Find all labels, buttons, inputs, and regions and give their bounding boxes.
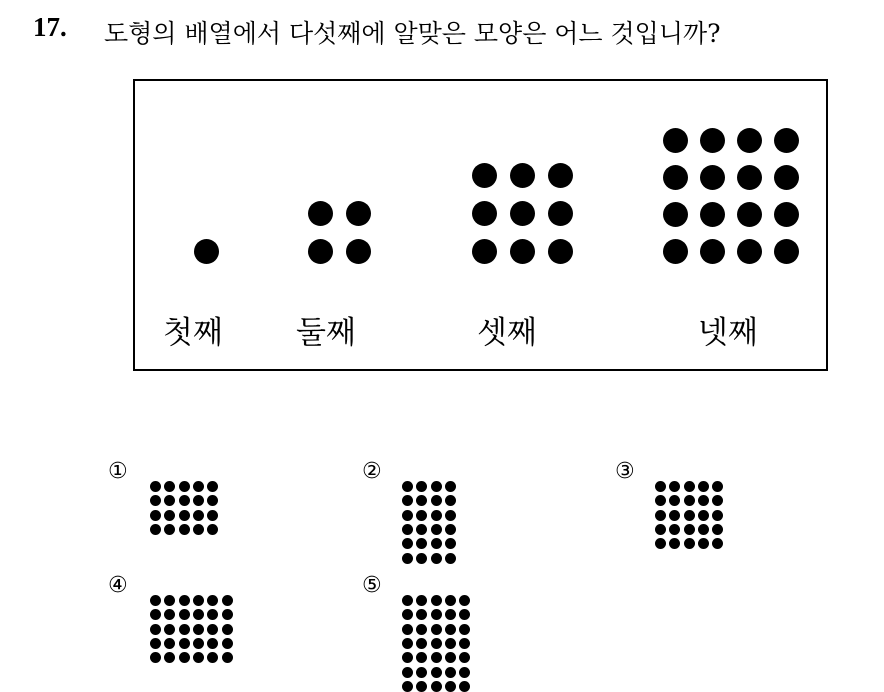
sequence-4-dot: [663, 202, 688, 227]
option-2-dot: [445, 538, 456, 549]
option-2-dot: [402, 538, 413, 549]
option-2-dot: [431, 524, 442, 535]
option-2-dot: [416, 495, 427, 506]
sequence-1-dot: [194, 239, 219, 264]
option-2-dot: [431, 553, 442, 564]
option-4-dot: [222, 624, 233, 635]
option-4-dot: [179, 624, 190, 635]
option-3-dot: [698, 538, 709, 549]
option-2-dot: [402, 481, 413, 492]
option-2-dot: [431, 538, 442, 549]
option-1-marker[interactable]: ①: [108, 459, 128, 484]
option-3-dot: [655, 538, 666, 549]
option-2-dot: [402, 495, 413, 506]
sequence-4-dot: [663, 239, 688, 264]
sequence-4-dot: [774, 202, 799, 227]
option-4-dot: [150, 638, 161, 649]
option-5-dot: [431, 667, 442, 678]
option-4-dot: [193, 624, 204, 635]
option-2-figure[interactable]: [402, 481, 456, 564]
option-3-marker[interactable]: ③: [615, 459, 635, 484]
option-4-figure[interactable]: [150, 595, 233, 663]
option-3-dot: [655, 510, 666, 521]
option-5-dot: [402, 667, 413, 678]
question-text: 도형의 배열에서 다섯째에 알맞은 모양은 어느 것입니까?: [104, 19, 721, 48]
option-5-dot: [416, 595, 427, 606]
sequence-4-dot: [737, 128, 762, 153]
sequence-3-dot: [472, 239, 497, 264]
option-1-dot: [150, 524, 161, 535]
sequence-4-dot: [700, 202, 725, 227]
option-5-dot: [402, 609, 413, 620]
option-4-dot: [207, 652, 218, 663]
sequence-3-dot: [548, 201, 573, 226]
option-4-dot: [150, 595, 161, 606]
option-5-dot: [445, 652, 456, 663]
option-5-dot: [459, 667, 470, 678]
sequence-figure-1: [194, 239, 219, 264]
option-1-dot: [164, 495, 175, 506]
sequence-figure-3: [472, 163, 573, 264]
sequence-4-dot: [737, 202, 762, 227]
option-4-dot: [222, 595, 233, 606]
option-4-dot: [164, 652, 175, 663]
option-5-marker[interactable]: ⑤: [362, 573, 382, 598]
option-5-dot: [445, 609, 456, 620]
option-5-dot: [445, 624, 456, 635]
option-5-dot: [416, 609, 427, 620]
option-5-dot: [416, 681, 427, 692]
sequence-4-dot: [774, 128, 799, 153]
sequence-figure-4: [663, 128, 799, 264]
option-3-dot: [655, 481, 666, 492]
option-3-dot: [669, 538, 680, 549]
option-2-dot: [445, 481, 456, 492]
sequence-4-dot: [774, 165, 799, 190]
option-4-dot: [150, 624, 161, 635]
option-2-dot: [445, 510, 456, 521]
option-1-dot: [179, 524, 190, 535]
option-5-figure[interactable]: [402, 595, 470, 692]
sequence-3-dot: [510, 201, 535, 226]
option-1-dot: [164, 481, 175, 492]
sequence-2-dot: [346, 239, 371, 264]
option-5-dot: [416, 652, 427, 663]
option-3-dot: [684, 538, 695, 549]
option-4-dot: [193, 652, 204, 663]
sequence-3-dot: [510, 163, 535, 188]
option-1-dot: [193, 510, 204, 521]
option-5-dot: [445, 595, 456, 606]
option-4-dot: [207, 609, 218, 620]
option-5-dot: [431, 609, 442, 620]
sequence-3-dot: [548, 239, 573, 264]
option-3-dot: [669, 524, 680, 535]
option-3-dot: [684, 524, 695, 535]
option-3-dot: [712, 538, 723, 549]
sequence-4-dot: [737, 165, 762, 190]
option-1-dot: [207, 481, 218, 492]
option-4-dot: [207, 638, 218, 649]
option-2-dot: [416, 481, 427, 492]
option-5-dot: [431, 624, 442, 635]
sequence-3-dot: [472, 201, 497, 226]
option-5-dot: [459, 681, 470, 692]
option-4-dot: [179, 652, 190, 663]
option-3-dot: [655, 524, 666, 535]
option-2-dot: [416, 538, 427, 549]
option-4-dot: [164, 609, 175, 620]
sequence-label-1: 첫째: [163, 315, 223, 351]
option-4-dot: [164, 624, 175, 635]
option-3-dot: [712, 510, 723, 521]
option-1-dot: [179, 510, 190, 521]
option-2-dot: [445, 524, 456, 535]
option-4-dot: [222, 638, 233, 649]
option-5-dot: [431, 652, 442, 663]
option-5-dot: [402, 638, 413, 649]
option-3-dot: [684, 481, 695, 492]
option-5-dot: [445, 638, 456, 649]
option-1-dot: [164, 510, 175, 521]
option-2-dot: [402, 510, 413, 521]
option-4-dot: [193, 638, 204, 649]
sequence-4-dot: [663, 128, 688, 153]
option-4-dot: [150, 609, 161, 620]
option-3-dot: [669, 510, 680, 521]
option-5-dot: [459, 609, 470, 620]
sequence-4-dot: [737, 239, 762, 264]
option-5-dot: [431, 595, 442, 606]
option-2-dot: [431, 510, 442, 521]
sequence-4-dot: [700, 239, 725, 264]
option-3-dot: [669, 481, 680, 492]
option-2-dot: [445, 495, 456, 506]
option-2-dot: [431, 481, 442, 492]
option-4-dot: [150, 652, 161, 663]
sequence-figure-2: [308, 201, 371, 264]
option-5-dot: [445, 667, 456, 678]
option-1-figure[interactable]: [150, 481, 218, 535]
sequence-4-dot: [700, 165, 725, 190]
option-5-dot: [445, 681, 456, 692]
option-4-dot: [222, 609, 233, 620]
option-1-dot: [193, 524, 204, 535]
option-1-dot: [164, 524, 175, 535]
option-5-dot: [431, 638, 442, 649]
option-2-dot: [402, 553, 413, 564]
sequence-4-dot: [774, 239, 799, 264]
sequence-2-dot: [346, 201, 371, 226]
sequence-4-dot: [700, 128, 725, 153]
option-4-dot: [222, 652, 233, 663]
sequence-2-dot: [308, 201, 333, 226]
option-1-dot: [207, 495, 218, 506]
sequence-label-2: 둘째: [296, 315, 356, 351]
option-2-marker[interactable]: ②: [362, 459, 382, 484]
option-1-dot: [207, 524, 218, 535]
sequence-label-4: 넷째: [698, 315, 758, 351]
option-3-dot: [655, 495, 666, 506]
option-5-dot: [402, 681, 413, 692]
option-3-dot: [712, 524, 723, 535]
option-3-dot: [698, 481, 709, 492]
option-2-dot: [416, 510, 427, 521]
sequence-4-dot: [663, 165, 688, 190]
option-5-dot: [459, 638, 470, 649]
sequence-3-dot: [510, 239, 535, 264]
option-4-dot: [193, 609, 204, 620]
option-4-marker[interactable]: ④: [108, 573, 128, 598]
option-1-dot: [150, 510, 161, 521]
option-3-dot: [669, 495, 680, 506]
option-5-dot: [402, 624, 413, 635]
option-1-dot: [193, 495, 204, 506]
option-1-dot: [150, 495, 161, 506]
option-5-dot: [459, 595, 470, 606]
option-3-dot: [684, 495, 695, 506]
sequence-3-dot: [472, 163, 497, 188]
option-5-dot: [416, 624, 427, 635]
sequence-label-3: 셋째: [477, 315, 537, 351]
option-1-dot: [150, 481, 161, 492]
option-2-dot: [402, 524, 413, 535]
option-4-dot: [207, 595, 218, 606]
sequence-3-dot: [548, 163, 573, 188]
option-2-dot: [416, 524, 427, 535]
option-1-dot: [179, 495, 190, 506]
sequence-2-dot: [308, 239, 333, 264]
option-5-dot: [416, 667, 427, 678]
option-4-dot: [193, 595, 204, 606]
option-5-dot: [402, 652, 413, 663]
option-3-dot: [698, 495, 709, 506]
option-5-dot: [416, 638, 427, 649]
option-3-dot: [712, 495, 723, 506]
option-4-dot: [179, 595, 190, 606]
option-3-dot: [684, 510, 695, 521]
option-4-dot: [164, 638, 175, 649]
option-2-dot: [416, 553, 427, 564]
option-1-dot: [207, 510, 218, 521]
option-3-dot: [712, 481, 723, 492]
option-5-dot: [459, 652, 470, 663]
option-4-dot: [207, 624, 218, 635]
option-3-figure[interactable]: [655, 481, 723, 549]
option-4-dot: [179, 609, 190, 620]
option-1-dot: [179, 481, 190, 492]
option-2-dot: [431, 495, 442, 506]
question-number: 17.: [33, 12, 67, 42]
option-2-dot: [445, 553, 456, 564]
option-4-dot: [179, 638, 190, 649]
option-1-dot: [193, 481, 204, 492]
option-3-dot: [698, 524, 709, 535]
option-5-dot: [459, 624, 470, 635]
option-4-dot: [164, 595, 175, 606]
option-5-dot: [402, 595, 413, 606]
option-5-dot: [431, 681, 442, 692]
option-3-dot: [698, 510, 709, 521]
